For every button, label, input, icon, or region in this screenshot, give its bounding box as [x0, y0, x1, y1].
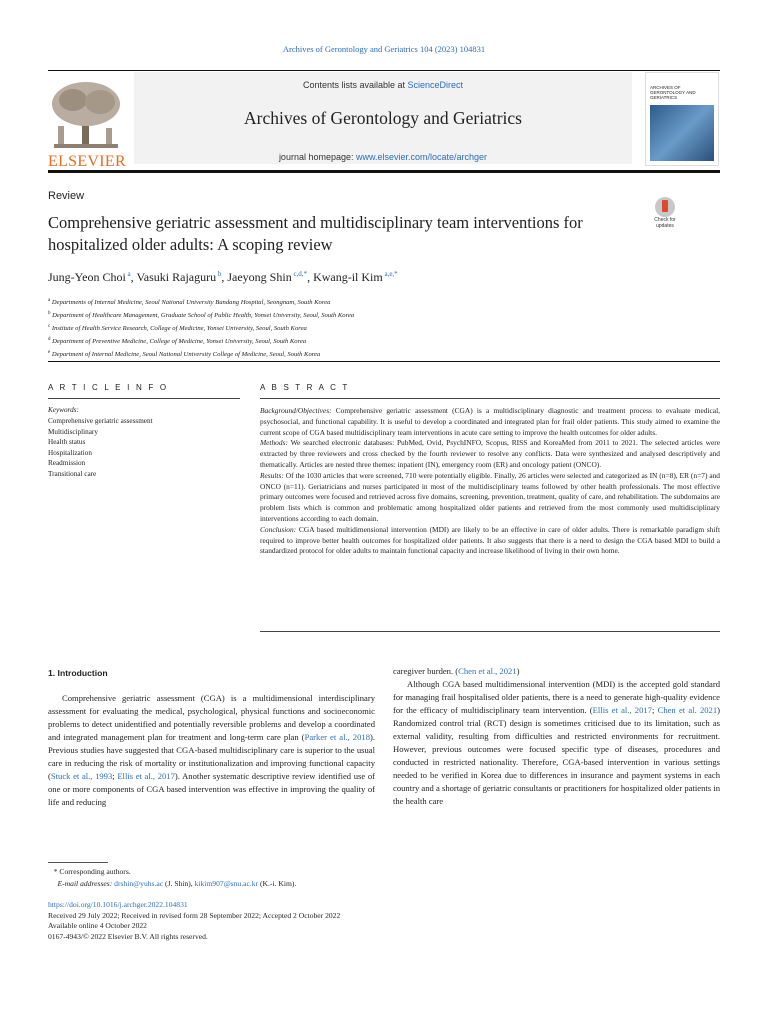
intro-paragraph [48, 692, 375, 809]
intro-text: ) [516, 666, 520, 676]
abstract-results [260, 471, 720, 525]
journal-reference[interactable]: Archives of Gerontology and Geriatrics 104 (2023) 104831 [282, 44, 486, 54]
article-info-heading: A R T I C L E I N F O [48, 383, 169, 392]
article-type: Review [48, 190, 85, 202]
intro-right-column [393, 665, 720, 809]
received-dates: Received 29 July 2022; Received in revised form 28 September 2022; Accepted 2 October 2022 [48, 910, 341, 920]
masthead-top-rule [48, 70, 720, 71]
journal-cover-thumbnail[interactable] [645, 72, 719, 166]
background-label: Background/Objectives: [260, 406, 332, 415]
abstract-body [260, 406, 720, 557]
affiliation-marker: b [48, 310, 51, 316]
available-online: Available online 4 October 2022 [48, 921, 147, 930]
affiliations [48, 296, 354, 361]
intro-paragraph-continued [393, 665, 720, 678]
author-affiliation-marker[interactable]: a [125, 270, 131, 278]
affiliation-marker: e [48, 349, 51, 355]
keyword: Hospitalization [48, 448, 92, 457]
article-title: Comprehensive geriatric assessment and multidisciplinary team interventions for hospitalized older adults: A scoping review [48, 213, 583, 254]
ref-stuck-link[interactable]: Stuck et al., 1993 [50, 771, 113, 782]
affiliation-text: Department of Internal Medicine, Seoul National University College of Medicine, Seoul, South Korea [50, 351, 321, 359]
abstract-rule [260, 398, 720, 399]
keyword: Readmission [48, 459, 86, 468]
masthead-bottom-rule [48, 170, 720, 173]
footnotes [48, 866, 296, 890]
ref-chen-link[interactable]: Chen et al., 2021 [458, 666, 517, 676]
ref-chen-link-2[interactable]: Chen et al. 2021 [657, 705, 718, 716]
elsevier-logo [48, 78, 126, 170]
affiliation-item [48, 322, 354, 335]
email-label: E-mail addresses: [57, 879, 113, 888]
email-shin-link[interactable]: drshin@yuhs.ac [114, 879, 164, 888]
abstract-end-rule [260, 631, 720, 632]
introduction-heading: 1. Introduction [48, 668, 108, 678]
affiliation-text: Department of Preventive Medicine, College of Medicine, Yonsei University, Seoul, South Korea [50, 338, 307, 346]
intro-text: ). Previous studies have suggested that CGA-based multidisciplinary care is superior to the usual care in reducing the risk of mortality or institutionalization and improving functional capacity ( [48, 732, 376, 782]
ref-parker-link[interactable]: Parker et al., 2018 [304, 732, 370, 743]
author-affiliation-marker[interactable]: c,d,* [291, 270, 308, 278]
email-name: (K.-i. Kim). [258, 879, 297, 888]
authors-divider [48, 361, 720, 362]
intro-paragraph [393, 678, 720, 808]
check-for-updates-button[interactable] [647, 197, 683, 233]
publisher-wordmark: ELSEVIER [48, 153, 126, 170]
journal-header-box [134, 72, 632, 164]
intro-text: ) Randomized control trial (RCT) design is sometimes criticised due to its limitation, such as external validity, resulting from difficulties and restricted environments for recruitment. However, previous outcomes were focused specific type of diseases, procedures and conducted in restricted nationality. Therefore, CGA-based intervention in various settings needed to be verified in Korea due to differences in insurance and payment systems in each country and a shortage of geriatric consultants or practitioners for hospitalized older patients in the health care [393, 705, 721, 807]
homepage-line [134, 152, 632, 162]
contents-prefix: Contents lists available at [302, 80, 408, 90]
author-affiliation-marker[interactable]: a,e,* [382, 270, 398, 278]
conclusion-text: CGA based multidimensional intervention (MDI) are likely to be an effective in care of older adults. There is remarkable paradigm shift required to improve better health outcomes for hospitalized older patients. It also suggests that there is a need to design the CGA based MDI to build a standardized protocol for older adults to maintain functional capacity and increase likelihood of living in their own home. [260, 524, 720, 556]
journal-title: Archives of Gerontology and Geriatrics [244, 108, 522, 128]
affiliation-item [48, 335, 354, 348]
affiliation-item [48, 348, 354, 361]
abstract-conclusion [260, 525, 720, 557]
affiliation-marker: a [48, 298, 51, 303]
methods-text: We searched electronic databases: PubMed, Ovid, PsychINFO, Scopus, RISS and KoreaMed from 2011 to 2021. The selected articles were extracted by three reviewers and cross checked by the fourth reviewer to resolve any conflicts. Data were synthesized and analysed descriptively and thematically. Articles are nested three themes: inpatient (IN), emergency room (ER) and oncology patient (ONCO). [260, 438, 720, 469]
cover-image [650, 105, 714, 161]
article-history [48, 900, 340, 942]
affiliation-marker: c [48, 323, 51, 329]
doi-link[interactable]: https://doi.org/10.1016/j.archger.2022.104831 [48, 900, 188, 909]
affiliation-marker: d [48, 336, 51, 342]
abstract-methods [260, 438, 720, 470]
homepage-prefix: journal homepage: [278, 152, 356, 162]
conclusion-label: Conclusion: [260, 524, 297, 534]
ref-ellis-link-2[interactable]: Ellis et al., 2017 [592, 705, 652, 716]
keywords-label: Keywords: [48, 406, 79, 414]
email-note [48, 878, 296, 890]
keyword: Transitional care [48, 469, 97, 478]
sciencedirect-link[interactable]: ScienceDirect [407, 80, 464, 90]
affiliation-item [48, 296, 354, 309]
email-name: (J. Shin), [163, 879, 195, 888]
keyword: Comprehensive geriatric assessment [48, 417, 153, 425]
author-separator: , [221, 270, 228, 284]
corresponding-text: Corresponding authors. [59, 867, 131, 876]
intro-text: ). Another systematic descriptive review identified use of one or more components of CGA based intervention was effective in improving the quality of life and reducing [48, 771, 375, 808]
author-separator: , [307, 270, 314, 284]
abstract-background [260, 406, 720, 438]
results-label: Results: [260, 470, 284, 480]
footnote-rule [48, 862, 108, 863]
keywords-list [48, 416, 153, 480]
keyword: Health status [48, 438, 86, 447]
intro-text: Although CGA based multidimensional intervention (MDI) is the accepted gold standard for managing frail hospitalised older patients, there is a need to generate high-quality evidence for the efficacy of multidisciplinary team intervention. ( [393, 679, 720, 716]
author-name[interactable]: Jaeyong Shin [227, 270, 292, 284]
journal-homepage-link[interactable]: www.elsevier.com/locate/archger [356, 152, 488, 162]
author-name[interactable]: Vasuki Rajaguru [136, 270, 217, 284]
elsevier-tree-icon [48, 78, 124, 150]
intro-left-column [48, 692, 375, 809]
check-updates-label: Check for updates [654, 217, 676, 229]
check-updates-icon [655, 197, 675, 217]
affiliation-text: Departments of Internal Medicine, Seoul National University Bundang Hospital, Seongnam, South Korea [50, 299, 331, 307]
author-list [48, 270, 398, 285]
author-name[interactable]: Kwang-il Kim [313, 270, 383, 284]
abstract-heading: A B S T R A C T [260, 383, 350, 392]
ref-separator: ; [112, 771, 118, 782]
cover-title: ARCHIVES OF GERONTOLOGY AND GERIATRICS [650, 85, 696, 101]
copyright: 0167-4943/© 2022 Elsevier B.V. All rights reserved. [48, 931, 208, 941]
intro-text: Comprehensive geriatric assessment (CGA) is a multidimensional interdisciplinary assessment for evaluating the medical, psychological, physical functions and socioeconomic problems to detect unidentified and potentially reversible problems and develop a coordinated and integrated management plan for treatment and long-term care plan ( [48, 693, 375, 743]
author-separator: , [130, 270, 137, 284]
ref-separator: ; [651, 705, 658, 716]
corresponding-note: * Corresponding authors. [48, 867, 131, 876]
affiliation-text: Department of Healthcare Management, Graduate School of Public Health, Yonsei University, Seoul, South Korea [50, 312, 355, 320]
intro-text: caregiver burden. ( [393, 666, 459, 676]
background-text: Comprehensive geriatric assessment (CGA) is a multidisciplinary diagnostic and treatment process to evaluate medical, psychosocial, and functional capability. It is useful to develop a coordinated and integrated plan for frail older patients. This study aimed to examine the current scope of CGA based multidisciplinary team interventions in acute care setting to improve the health outcomes for older adults. [260, 406, 720, 437]
article-info-rule [48, 398, 240, 399]
author-name[interactable]: Jung-Yeon Choi [48, 270, 126, 284]
ref-ellis-link[interactable]: Ellis et al., 2017 [117, 771, 175, 782]
author-affiliation-marker[interactable]: b [216, 270, 222, 278]
affiliation-item [48, 309, 354, 322]
contents-line [134, 80, 632, 90]
affiliation-text: Institute of Health Service Research, College of Medicine, Yonsei University, Seoul, South Korea [50, 325, 307, 333]
email-kim-link[interactable]: kikim907@snu.ac.kr [194, 879, 259, 888]
keyword: Multidisciplinary [48, 427, 98, 436]
methods-label: Methods: [260, 438, 288, 448]
results-text: Of the 1030 articles that were screened, 710 were potentially eligible. Finally, 26 articles were selected and categorized as IN (n=8), ER (n=7) and ONCO (n=11). Geriatricians and nurses participated in most of the multidisciplinary teams followed by other health professionals. The most effective primary outcomes were focused and retrieved across five domains, screening, prevention, treatment, quality of care, and rehabilitation. The subdomains are problem lists which is common and problematic among hospitalized older patients and retrieved from the most commonly used multidisciplinary interventions according to each domain. [260, 470, 720, 523]
